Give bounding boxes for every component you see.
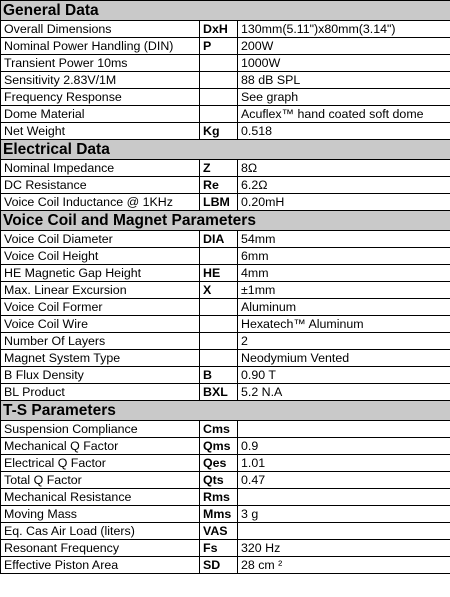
value-cell <box>238 421 450 438</box>
value-cell: 200W <box>238 38 450 55</box>
table-row <box>1 265 450 282</box>
symbol-cell: LBM <box>200 194 238 211</box>
table-row <box>1 350 450 367</box>
parameter-cell: Max. Linear Excursion <box>1 282 200 299</box>
symbol-cell: Rms <box>200 489 238 506</box>
table-row <box>1 38 450 55</box>
parameter-cell: Net Weight <box>1 123 200 140</box>
parameter-cell: Dome Material <box>1 106 200 123</box>
parameter-cell: Resonant Frequency <box>1 540 200 557</box>
value-cell: 3 g <box>238 506 450 523</box>
value-cell: ±1mm <box>238 282 450 299</box>
section-title: T-S Parameters <box>1 401 450 421</box>
value-cell: 0.47 <box>238 472 450 489</box>
parameter-cell: Nominal Impedance <box>1 160 200 177</box>
table-row <box>1 506 450 523</box>
table-row <box>1 333 450 350</box>
symbol-cell <box>200 106 238 123</box>
value-cell: 1.01 <box>238 455 450 472</box>
value-cell <box>238 489 450 506</box>
symbol-cell: SD <box>200 557 238 574</box>
parameter-cell: Voice Coil Wire <box>1 316 200 333</box>
value-cell: 6.2Ω <box>238 177 450 194</box>
table-row <box>1 282 450 299</box>
symbol-cell: Re <box>200 177 238 194</box>
value-cell: 130mm(5.11")x80mm(3.14") <box>238 21 450 38</box>
symbol-cell: Qms <box>200 438 238 455</box>
symbol-cell: BXL <box>200 384 238 401</box>
table-row <box>1 367 450 384</box>
table-row <box>1 248 450 265</box>
symbol-cell: DIA <box>200 231 238 248</box>
value-cell: See graph <box>238 89 450 106</box>
value-cell: 5.2 N.A <box>238 384 450 401</box>
parameter-cell: Total Q Factor <box>1 472 200 489</box>
section-title: General Data <box>1 1 450 21</box>
parameter-cell: Voice Coil Inductance @ 1KHz <box>1 194 200 211</box>
parameter-cell: DC Resistance <box>1 177 200 194</box>
symbol-cell <box>200 350 238 367</box>
table-row <box>1 160 450 177</box>
table-row <box>1 123 450 140</box>
section-header-general-data <box>1 1 450 21</box>
parameter-cell: Transient Power 10ms <box>1 55 200 72</box>
parameter-cell: Effective Piston Area <box>1 557 200 574</box>
parameter-cell: BL Product <box>1 384 200 401</box>
table-row <box>1 523 450 540</box>
parameter-cell: Voice Coil Height <box>1 248 200 265</box>
symbol-cell: DxH <box>200 21 238 38</box>
section-header-t-s-parameters <box>1 401 450 421</box>
symbol-cell <box>200 248 238 265</box>
table-row <box>1 438 450 455</box>
symbol-cell: Qes <box>200 455 238 472</box>
parameter-cell: Sensitivity 2.83V/1M <box>1 72 200 89</box>
table-row <box>1 21 450 38</box>
parameter-cell: Frequency Response <box>1 89 200 106</box>
value-cell: Neodymium Vented <box>238 350 450 367</box>
parameter-cell: Mechanical Q Factor <box>1 438 200 455</box>
value-cell: 320 Hz <box>238 540 450 557</box>
table-row <box>1 106 450 123</box>
parameter-cell: B Flux Density <box>1 367 200 384</box>
section-title: Electrical Data <box>1 140 450 160</box>
symbol-cell: B <box>200 367 238 384</box>
symbol-cell: P <box>200 38 238 55</box>
value-cell: Aluminum <box>238 299 450 316</box>
table-row <box>1 489 450 506</box>
table-row <box>1 177 450 194</box>
value-cell: 8Ω <box>238 160 450 177</box>
symbol-cell: Kg <box>200 123 238 140</box>
table-row <box>1 299 450 316</box>
parameter-cell: Voice Coil Diameter <box>1 231 200 248</box>
value-cell <box>238 523 450 540</box>
spec-table-body <box>1 1 450 574</box>
symbol-cell <box>200 55 238 72</box>
parameter-cell: Mechanical Resistance <box>1 489 200 506</box>
parameter-cell: Nominal Power Handling (DIN) <box>1 38 200 55</box>
table-row <box>1 194 450 211</box>
parameter-cell: Voice Coil Former <box>1 299 200 316</box>
value-cell: 0.518 <box>238 123 450 140</box>
table-row <box>1 421 450 438</box>
table-row <box>1 455 450 472</box>
value-cell: 6mm <box>238 248 450 265</box>
symbol-cell: VAS <box>200 523 238 540</box>
parameter-cell: Suspension Compliance <box>1 421 200 438</box>
value-cell: 1000W <box>238 55 450 72</box>
table-row <box>1 55 450 72</box>
symbol-cell: Mms <box>200 506 238 523</box>
parameter-cell: Overall Dimensions <box>1 21 200 38</box>
value-cell: 0.20mH <box>238 194 450 211</box>
table-row <box>1 316 450 333</box>
symbol-cell: HE <box>200 265 238 282</box>
symbol-cell: Fs <box>200 540 238 557</box>
symbol-cell <box>200 89 238 106</box>
value-cell: 0.9 <box>238 438 450 455</box>
symbol-cell: X <box>200 282 238 299</box>
parameter-cell: Eq. Cas Air Load (liters) <box>1 523 200 540</box>
value-cell: 54mm <box>238 231 450 248</box>
table-row <box>1 384 450 401</box>
table-row <box>1 89 450 106</box>
value-cell: 88 dB SPL <box>238 72 450 89</box>
section-title: Voice Coil and Magnet Parameters <box>1 211 450 231</box>
symbol-cell <box>200 333 238 350</box>
value-cell: Acuflex™ hand coated soft dome <box>238 106 450 123</box>
symbol-cell: Z <box>200 160 238 177</box>
table-row <box>1 231 450 248</box>
section-header-voice-coil-and-magnet-parameters <box>1 211 450 231</box>
value-cell: 0.90 T <box>238 367 450 384</box>
symbol-cell: Qts <box>200 472 238 489</box>
symbol-cell <box>200 72 238 89</box>
table-row <box>1 540 450 557</box>
value-cell: 2 <box>238 333 450 350</box>
value-cell: 4mm <box>238 265 450 282</box>
parameter-cell: HE Magnetic Gap Height <box>1 265 200 282</box>
table-row <box>1 557 450 574</box>
symbol-cell: Cms <box>200 421 238 438</box>
parameter-cell: Number Of Layers <box>1 333 200 350</box>
parameter-cell: Magnet System Type <box>1 350 200 367</box>
value-cell: Hexatech™ Aluminum <box>238 316 450 333</box>
symbol-cell <box>200 299 238 316</box>
table-row <box>1 72 450 89</box>
value-cell: 28 cm ² <box>238 557 450 574</box>
table-row <box>1 472 450 489</box>
section-header-electrical-data <box>1 140 450 160</box>
parameter-cell: Moving Mass <box>1 506 200 523</box>
symbol-cell <box>200 316 238 333</box>
parameter-cell: Electrical Q Factor <box>1 455 200 472</box>
